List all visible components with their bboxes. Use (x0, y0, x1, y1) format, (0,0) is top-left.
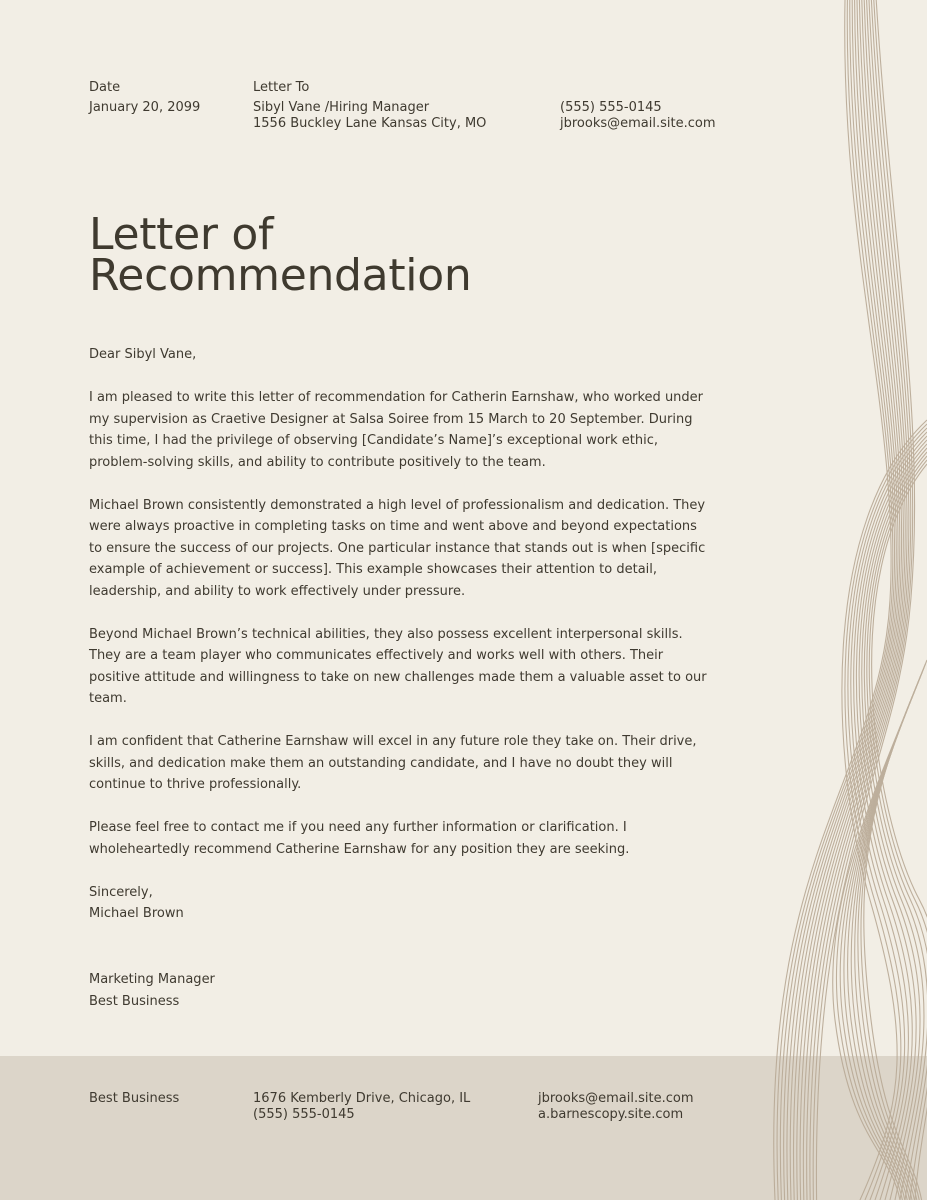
footer-company: Best Business (89, 1091, 180, 1106)
wave-line-1 (774, 0, 891, 1200)
wave-line-2 (777, 0, 893, 1200)
wave-line-13 (813, 0, 913, 1200)
wave-line-14 (816, 0, 914, 1200)
footer-website: a.barnescopy.site.com (538, 1107, 684, 1122)
wave-line-12 (810, 0, 911, 1200)
paragraph-3: Beyond Michael Brown’s technical abilities, they also possess excellent interpersonal skills. They are a team player who communicates effectively and works well with others. Their positive attitude and willingness to take on new challenges made them a valuable asset to our team. (89, 626, 707, 706)
sender-phone: (555) 555-0145 (560, 100, 662, 115)
wave-line-9 (800, 0, 905, 1200)
wave-line-11 (807, 0, 909, 1200)
letter-to-label: Letter To (253, 80, 310, 95)
letter-body (89, 344, 714, 925)
paragraph-1: I am pleased to write this letter of recommendation for Catherin Earnshaw, who worked under my supervision as Craetive Designer at Salsa Soiree from 15 March to 20 September. During this time, I had the privilege of observing [Candidate’s Name]’s exceptional work ethic, problem-solving skills, and ability to contribute positively to the team. (89, 390, 704, 470)
paragraph-4: I am confident that Catherine Earnshaw will excel in any future role they take on. Their drive, skills, and dedication make them an outstanding candidate, and I have no doubt they will continue to thrive professionally. (89, 734, 697, 792)
sender-email: jbrooks@email.site.com (560, 116, 716, 131)
date-value: January 20, 2099 (89, 100, 201, 115)
salutation: Dear Sibyl Vane, (89, 347, 197, 362)
recipient-name: Sibyl Vane /Hiring Manager (253, 100, 430, 115)
paragraph-2: Michael Brown consistently demonstrated a high level of professionalism and dedication. They were always proactive in completing tasks on time and went above and beyond expectations to ensure the success of our projects. One particular instance that stands out is when [specific example of achievement or success]. This example showcases their attention to detail, leadership, and ability to work effectively under pressure. (89, 497, 706, 599)
footer-phone: (555) 555-0145 (253, 1107, 355, 1122)
closing: Sincerely, (89, 884, 153, 900)
signer-company: Best Business (89, 994, 180, 1009)
paragraph-5: Please feel free to contact me if you need any further information or clarification. I wholeheartedly recommend Catherine Earnshaw for any position they are seeking. (89, 820, 630, 857)
wave-line-3 (780, 0, 894, 1200)
wave-line-5 (787, 0, 898, 1200)
wave-line-10 (803, 0, 907, 1200)
wave-line-6 (790, 0, 900, 1200)
footer-band (0, 1056, 927, 1200)
wave-line-4 (784, 0, 897, 1200)
footer-address: 1676 Kemberly Drive, Chicago, IL (253, 1091, 471, 1106)
recipient-address: 1556 Buckley Lane Kansas City, MO (253, 116, 487, 131)
wave-line-7 (793, 0, 901, 1200)
date-label: Date (89, 80, 121, 95)
signer-title: Marketing Manager (89, 972, 215, 987)
wave-line-8 (797, 0, 904, 1200)
title-line-1: Letter of (89, 209, 274, 260)
page-title (89, 209, 472, 301)
footer-email: jbrooks@email.site.com (538, 1091, 694, 1106)
title-line-2: Recommendation (89, 250, 472, 301)
signer-name: Michael Brown (89, 906, 184, 921)
